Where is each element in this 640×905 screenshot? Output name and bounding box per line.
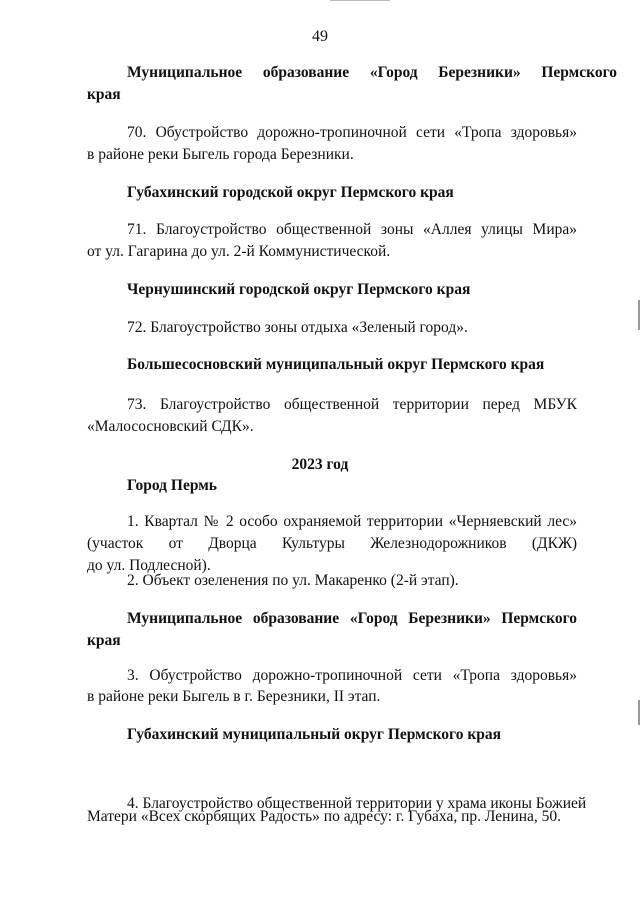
list-item-continuation: до ул. Подлесной). bbox=[87, 557, 211, 574]
list-item-continuation: в районе реки Быгель города Березники. bbox=[87, 146, 354, 163]
list-item-continuation: Матери «Всех скорбящих Радость» по адресу: г. Губаха, пр. Ленина, 50. bbox=[87, 808, 562, 825]
year-heading: 2023 год bbox=[291, 456, 349, 473]
list-item: 3. Обустройство дорожно-тропиночной сети «Тропа здоровья» bbox=[127, 667, 577, 684]
page-number: 49 bbox=[312, 28, 328, 45]
list-item: 1. Квартал № 2 особо охраняемой территории «Черняевский лес» bbox=[127, 513, 577, 530]
scan-top-rule bbox=[330, 0, 390, 1]
section-heading: Губахинский городской округ Пермского края bbox=[127, 184, 454, 201]
section-heading: Муниципальное образование «Город Березники» Пермского bbox=[127, 610, 577, 627]
section-heading-continuation: края bbox=[87, 86, 121, 103]
list-item: 2. Объект озеленения по ул. Макаренко (2-й этап). bbox=[127, 572, 459, 589]
list-item: 72. Благоустройство зоны отдыха «Зеленый город». bbox=[127, 319, 468, 336]
list-item-continuation: от ул. Гагарина до ул. 2-й Коммунистической. bbox=[87, 243, 391, 260]
list-item-continuation: (участок от Дворца Культуры Железнодорожников (ДКЖ) bbox=[87, 535, 577, 552]
list-item: 73. Благоустройство общественной территории перед МБУК bbox=[127, 396, 577, 413]
section-heading: Чернушинский городской округ Пермского края bbox=[127, 281, 471, 298]
section-heading: Город Пермь bbox=[127, 477, 217, 494]
list-item: 70. Обустройство дорожно-тропиночной сети «Тропа здоровья» bbox=[127, 124, 577, 141]
section-heading: Большесосновский муниципальный округ Пермского края bbox=[127, 356, 545, 373]
list-item: 71. Благоустройство общественной зоны «Аллея улицы Мира» bbox=[127, 221, 577, 238]
list-item: 4. Благоустройство общественной территории у храма иконы Божией bbox=[127, 795, 587, 812]
list-item-continuation: «Малососновский СДК». bbox=[87, 418, 254, 435]
list-item-continuation: в районе реки Быгель в г. Березники, II этап. bbox=[87, 688, 381, 705]
section-heading-continuation: края bbox=[87, 632, 121, 649]
section-heading: Губахинский муниципальный округ Пермского края bbox=[127, 726, 502, 743]
section-heading: Муниципальное образование «Город Березники» Пермского bbox=[127, 64, 617, 81]
